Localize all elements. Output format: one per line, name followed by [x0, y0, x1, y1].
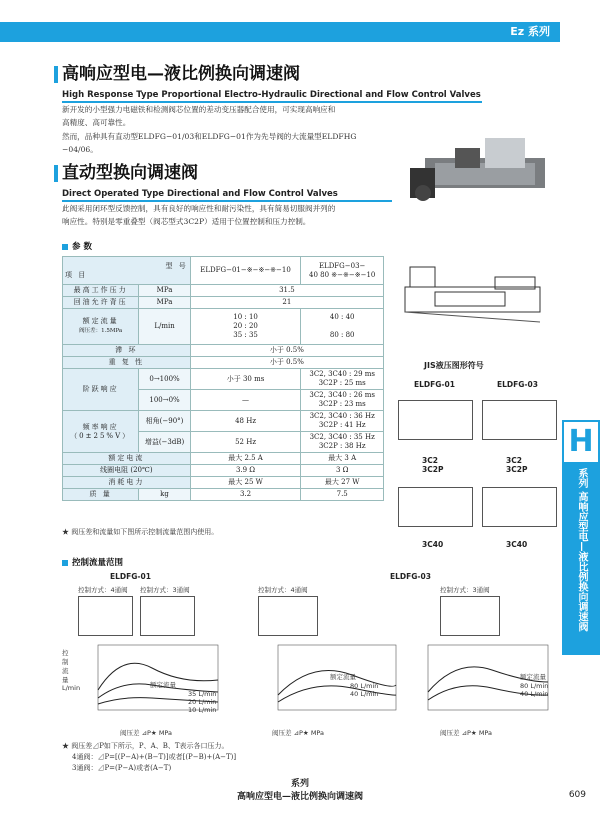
- logo: Ez: [510, 25, 525, 38]
- graph1-ylabel: 控制流量 L/min: [62, 649, 81, 692]
- l10: 10 L/min: [188, 706, 217, 714]
- graph3-xlabel: 阀压差 ⊿P★ MPa: [440, 729, 493, 737]
- series-label: 系列: [528, 25, 550, 38]
- jis-col2: ELDFG-03: [497, 380, 538, 389]
- ctrl-symbol-3: [258, 596, 318, 636]
- section1-para2: 高精度、高可靠性。: [62, 118, 131, 127]
- params-heading: 参 数: [62, 240, 92, 252]
- ctrl-symbol-2: [140, 596, 195, 636]
- section1-para1: 新开发的小型强力电磁铁和检测阀芯位置的差动变压器配合使用，可实现高响应和: [62, 105, 336, 114]
- section1-para3: 然而，品种具有直动型ELDFG−01/03和ELDFG−01作为先导阀的大流量型ELDFHG: [62, 132, 357, 141]
- note-4way: 4通阀：⊿P=[(P−A)+(B−T)]或者[(P−B)+(A−T)]: [72, 753, 237, 761]
- graph2-title: ELDFG-03: [390, 572, 431, 581]
- flow-heading: 控制流量范围: [62, 556, 123, 568]
- page-number: 609: [568, 790, 586, 800]
- series-header: [0, 22, 560, 42]
- l40-b: 40 L/min: [520, 690, 549, 698]
- valve-section-drawing: [395, 262, 550, 337]
- side-tab: [562, 420, 600, 655]
- section2-para1: 此阀采用闭环型反馈控制，具有良好的响应性和耐污染性，具有简易切服阀并列的: [62, 204, 336, 213]
- note-pressure: ★ 阀压差⊿P如下所示，P、A、B、T表示各口压力。: [62, 742, 229, 750]
- section1-para4: −04/06。: [62, 145, 98, 154]
- jis-type-label-01: 3C2 3C2P: [422, 456, 444, 474]
- ctrl-symbol-1: [78, 596, 133, 636]
- graph1-xlabel: 阀压差 ⊿P★ MPa: [120, 729, 173, 737]
- valve-photo: [405, 128, 555, 208]
- jis-symbol-03-3c40: [482, 487, 557, 527]
- flow-graphs: [62, 640, 562, 735]
- jis-type-label-03: 3C2 3C2P: [506, 456, 528, 474]
- section2-title: 直动型换向调速阀: [62, 163, 198, 183]
- jis-symbol-01: [398, 400, 473, 440]
- section2-en-title: Direct Operated Type Directional and Flow Control Valves: [62, 189, 338, 199]
- section2-para2: 响应性。特别是零重叠型（阀芯型式3C2P）适用于位置控制和压力控制。: [62, 217, 311, 226]
- l80-b: 80 L/min: [520, 682, 549, 690]
- side-text: 系列 高响应型电—液比例换向调速阀: [576, 468, 587, 632]
- jis-3c40-01: 3C40: [422, 540, 444, 549]
- rated-label-2: 额定流量: [330, 673, 356, 681]
- jis-col1: ELDFG-01: [414, 380, 455, 389]
- section1-en-title: High Response Type Proportional Electro-Hydraulic Directional and Flow Control Valves: [62, 90, 481, 100]
- ctrl-3way-label-03: 控制方式：3通阀: [440, 586, 490, 594]
- side-letter: H: [562, 420, 600, 464]
- spec-table: 型 号 项 目 ELDFG−01−※−※−※−10 ELDFG−03− 40 80 ※−※−※−10 最高工作压力 MPa 31.5 回油允许背压 MPa 21 额定流量 阀压差：1.5MPa L/min 10 : 10 20 : 20 35 : 35 40 : 40 80 : 80 滞 环 小于 0.5% 重 复 性 小于 0.5% 阶跃响应 0→100% 小于 30 ms 3C2, 3C40 : 29 ms 3C2P : 25 ms 100→0% — 3C2, 3C40 : 26 ms 3C2P : 23 ms 频率响应 （0±25%V） 相角(−90°) 48 Hz 3C2, 3C40 : 36 Hz 3C2P : 41 Hz 增益(−3dB) 52 Hz 3C2, 3C40 : 35 Hz 3C2P : 38 Hz 额定电流 最大 2.5 A 最大 3 A 线圈电阻 (20℃) 3.9 Ω 3 Ω 消耗电力 最大 25 W 最大 27 W 质 量 kg 3.2 7.5: [62, 256, 384, 501]
- footer: 系列 高响应型电—液比例换向调速阀: [236, 779, 363, 802]
- l80: 80 L/min: [350, 682, 379, 690]
- model2: ELDFG−03− 40 80 ※−※−※−10: [301, 257, 384, 285]
- graph2-xlabel: 阀压差 ⊿P★ MPa: [272, 729, 325, 737]
- ctrl-3way-label: 控制方式：3通阀: [140, 586, 190, 594]
- graph1-title: ELDFG-01: [110, 572, 151, 581]
- jis-title: JIS液压图形符号: [424, 361, 484, 370]
- note-3way: 3通阀：⊿P=(P−A)或者(A−T): [72, 764, 172, 772]
- header-model: 型 号 项 目: [63, 257, 191, 285]
- rated-label-1: 额定流量: [150, 681, 176, 689]
- jis-3c40-03: 3C40: [506, 540, 528, 549]
- ctrl-4way-label: 控制方式：4通阀: [78, 586, 128, 594]
- rated-label-3: 额定流量: [520, 673, 546, 681]
- jis-symbol-03: [482, 400, 557, 440]
- jis-symbol-01-3c40: [398, 487, 473, 527]
- note-flow-range: ★ 阀压差和流量如下图所示控制流量范围内使用。: [62, 528, 219, 536]
- model1: ELDFG−01−※−※−※−10: [190, 257, 301, 285]
- ctrl-symbol-4: [440, 596, 500, 636]
- l35: 35 L/min: [188, 690, 217, 698]
- l40: 40 L/min: [350, 690, 379, 698]
- ctrl-4way-label-03: 控制方式：4通阀: [258, 586, 308, 594]
- l20: 20 L/min: [188, 698, 217, 706]
- section1-title: 高响应型电—液比例换向调速阀: [62, 64, 300, 84]
